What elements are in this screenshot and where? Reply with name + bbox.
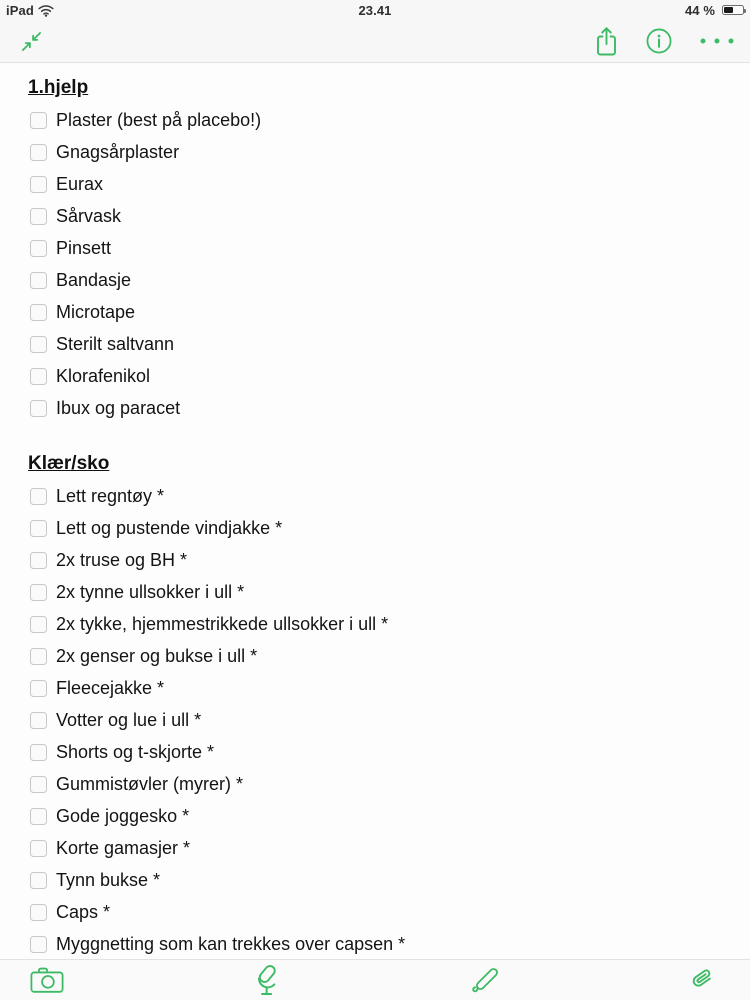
checklist-item [30, 800, 734, 832]
bottom-toolbar [0, 959, 750, 1000]
checklist-item-label[interactable]: 2x genser og bukse i ull * [56, 645, 258, 666]
checklist-item-label[interactable]: Gnagsårplaster [56, 141, 180, 162]
checkbox-unchecked[interactable] [30, 936, 47, 953]
checklist-item-label[interactable]: Votter og lue i ull * [56, 709, 202, 730]
checklist-item-label[interactable]: Tynn bukse * [56, 869, 161, 890]
more-button[interactable] [698, 36, 736, 46]
checklist-item-label[interactable]: Lett regntøy * [56, 485, 165, 506]
checklist-item [30, 768, 734, 800]
checklist-item-label[interactable]: 2x tynne ullsokker i ull * [56, 581, 245, 602]
checkbox-unchecked[interactable] [30, 488, 47, 505]
checkbox-unchecked[interactable] [30, 272, 47, 289]
checkbox-unchecked[interactable] [30, 176, 47, 193]
paperclip-icon [689, 965, 715, 995]
checklist-item [30, 672, 734, 704]
checklist-item-label[interactable]: Eurax [56, 173, 104, 194]
checklist-item-label[interactable]: Lett og pustende vindjakke * [56, 517, 283, 538]
checklist-item [30, 392, 734, 424]
checklist-item [30, 704, 734, 736]
section-title[interactable]: Klær/sko [28, 453, 110, 474]
checklist-item [30, 360, 734, 392]
camera-icon [30, 966, 64, 994]
checklist-item-label[interactable]: Shorts og t-skjorte * [56, 741, 215, 762]
section-title[interactable]: 1.hjelp [28, 77, 89, 98]
checkbox-unchecked[interactable] [30, 552, 47, 569]
checkbox-unchecked[interactable] [30, 776, 47, 793]
checkbox-unchecked[interactable] [30, 872, 47, 889]
handwriting-button[interactable] [469, 964, 501, 996]
checklist-item-label[interactable]: Plaster (best på placebo!) [56, 109, 262, 130]
collapse-button[interactable] [18, 28, 45, 55]
checklist-item [30, 896, 734, 928]
checkbox-unchecked[interactable] [30, 336, 47, 353]
microphone-icon [252, 963, 282, 997]
status-bar [0, 0, 750, 20]
checkbox-unchecked[interactable] [30, 616, 47, 633]
checklist-item-label[interactable]: Caps * [56, 901, 111, 922]
checkbox-unchecked[interactable] [30, 808, 47, 825]
checklist-item [30, 640, 734, 672]
checklist-item-label[interactable]: Klorafenikol [56, 365, 151, 386]
checkbox-unchecked[interactable] [30, 840, 47, 857]
battery-icon [722, 5, 744, 15]
checklist-item [30, 864, 734, 896]
wifi-icon [38, 5, 54, 17]
checkbox-unchecked[interactable] [30, 368, 47, 385]
checklist-item-label[interactable]: Myggnetting som kan trekkes over capsen * [56, 933, 406, 954]
checklist-section [30, 72, 734, 424]
checklist-item [30, 264, 734, 296]
info-button[interactable] [645, 27, 673, 55]
checklist-item [30, 328, 734, 360]
checkbox-unchecked[interactable] [30, 712, 47, 729]
carrier-label: iPad [6, 2, 34, 18]
checkbox-unchecked[interactable] [30, 584, 47, 601]
checkbox-unchecked[interactable] [30, 680, 47, 697]
checkbox-unchecked[interactable] [30, 400, 47, 417]
checklist-section [30, 448, 734, 958]
checklist-item-label[interactable]: Pinsett [56, 237, 112, 258]
battery-nub [744, 9, 746, 13]
checklist-item-label[interactable]: Korte gamasjer * [56, 837, 191, 858]
checklist-item [30, 168, 734, 200]
checklist-item-label[interactable]: Sterilt saltvann [56, 333, 175, 354]
checklist-item-label[interactable]: Ibux og paracet [56, 397, 181, 418]
checkbox-unchecked[interactable] [30, 304, 47, 321]
battery-percent-label: 44 % [684, 2, 715, 18]
battery-fill [724, 7, 733, 13]
note-body[interactable] [0, 64, 750, 958]
checklist-item-label[interactable]: Gode joggesko * [56, 805, 190, 826]
checklist-item [30, 104, 734, 136]
checklist-item [30, 480, 734, 512]
checkbox-unchecked[interactable] [30, 744, 47, 761]
pen-squiggle-icon [469, 964, 501, 996]
checklist-item [30, 512, 734, 544]
share-button[interactable] [593, 26, 620, 57]
checklist-item [30, 200, 734, 232]
collapse-icon [18, 28, 45, 55]
checkbox-unchecked[interactable] [30, 208, 47, 225]
checklist-item-label[interactable]: Gummistøvler (myrer) * [56, 773, 243, 794]
checklist-item [30, 608, 734, 640]
camera-button[interactable] [30, 966, 64, 994]
checklist-item-label[interactable]: 2x tykke, hjemmestrikkede ullsokker i ull * [56, 613, 389, 634]
checklist-item [30, 832, 734, 864]
share-icon [593, 26, 620, 57]
checkbox-unchecked[interactable] [30, 240, 47, 257]
checklist-item-label[interactable]: Bandasje [56, 269, 132, 290]
checklist-item [30, 232, 734, 264]
checkbox-unchecked[interactable] [30, 144, 47, 161]
checklist-item-label[interactable]: Microtape [56, 301, 136, 322]
clock: 23.41 [358, 2, 392, 18]
checklist-item [30, 136, 734, 168]
checkbox-unchecked[interactable] [30, 904, 47, 921]
ellipsis-icon [698, 36, 736, 46]
checklist-item [30, 576, 734, 608]
checkbox-unchecked[interactable] [30, 648, 47, 665]
checklist-item [30, 296, 734, 328]
checkbox-unchecked[interactable] [30, 520, 47, 537]
attachment-button[interactable] [689, 965, 715, 995]
audio-record-button[interactable] [252, 963, 282, 997]
checklist-item-label[interactable]: 2x truse og BH * [56, 549, 188, 570]
checklist-item-label[interactable]: Sårvask [56, 205, 122, 226]
checklist-item [30, 736, 734, 768]
top-toolbar [0, 20, 750, 63]
checkbox-unchecked[interactable] [30, 112, 47, 129]
info-icon [645, 27, 673, 55]
checklist-item-label[interactable]: Fleecejakke * [56, 677, 165, 698]
checklist-item [30, 544, 734, 576]
checklist-item [30, 928, 734, 958]
